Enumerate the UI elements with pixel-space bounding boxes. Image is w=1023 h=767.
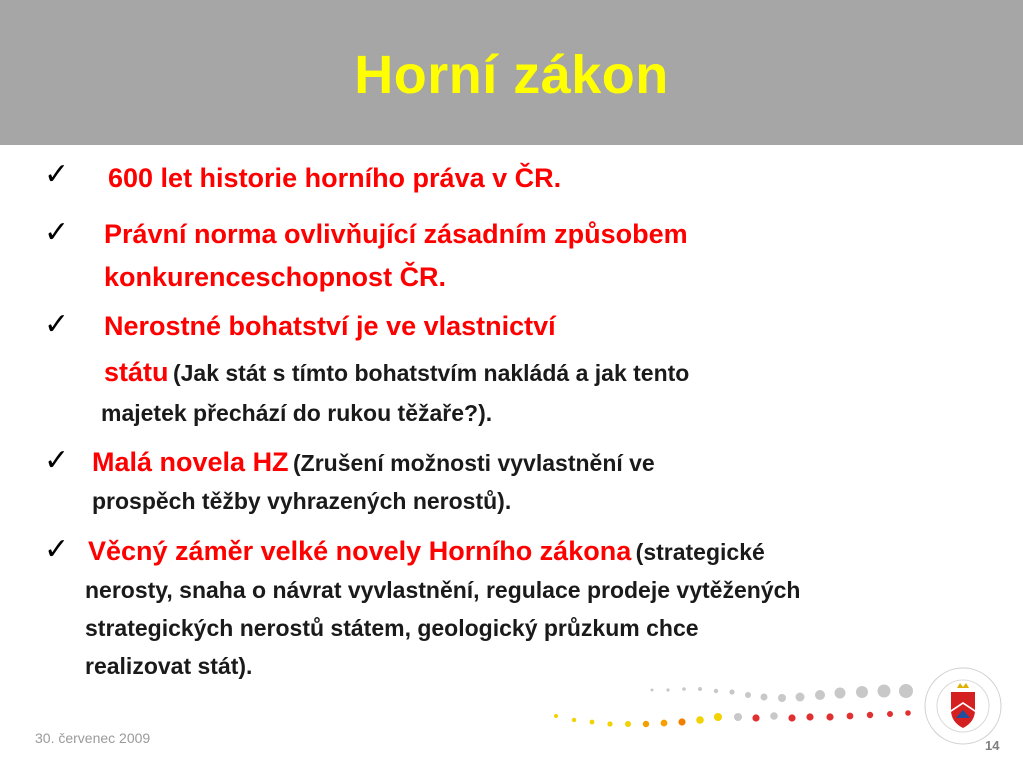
- dot: [714, 713, 722, 721]
- bullet-5-line-1: [88, 536, 765, 567]
- dot: [770, 712, 778, 720]
- dot: [666, 688, 669, 691]
- checkmark-icon: ✓: [44, 216, 70, 249]
- dot: [856, 686, 868, 698]
- checkmark-icon: ✓: [44, 158, 70, 191]
- checkmark-icon: ✓: [44, 533, 70, 566]
- dot: [643, 721, 649, 727]
- dot: [847, 713, 854, 720]
- dot: [729, 689, 734, 694]
- dot: [887, 711, 893, 717]
- bullet-4-line-1: [92, 447, 655, 478]
- dot: [788, 714, 795, 721]
- dot: [815, 690, 825, 700]
- dot: [714, 689, 718, 693]
- bullet-3-line-2: [104, 357, 689, 388]
- dot: [905, 710, 911, 716]
- bullet-4-line-1-red: Malá novela HZ: [92, 447, 289, 477]
- dot: [734, 713, 742, 721]
- bullet-4-line-1-black: (Zrušení možnosti vyvlastnění ve: [293, 450, 655, 476]
- bullet-5-line-2: nerosty, snaha o návrat vyvlastnění, regulace prodeje vytěžených: [85, 577, 801, 603]
- dot: [682, 687, 686, 691]
- slide-title: Horní zákon: [354, 45, 669, 105]
- hospodarska-komora-logo: [918, 666, 1008, 746]
- bullet-5-line-3: strategických nerostů státem, geologický průzkum chce: [85, 615, 699, 641]
- bullet-3-line-2-black: (Jak stát s tímto bohatstvím nakládá a jak tento: [172, 360, 690, 386]
- dot: [572, 718, 576, 722]
- dot: [625, 721, 631, 727]
- dot: [867, 712, 873, 718]
- dot: [778, 694, 786, 702]
- dot: [590, 720, 595, 725]
- dot: [651, 689, 654, 692]
- bullet-3-line-3: majetek přechází do rukou těžaře?).: [101, 400, 493, 426]
- dot: [554, 714, 558, 718]
- decorative-dots: [540, 680, 920, 740]
- dot: [607, 721, 612, 726]
- bullet-3-line-1: Nerostné bohatství je ve vlastnictví: [104, 311, 556, 341]
- checkmark-icon: ✓: [44, 444, 70, 477]
- dot: [696, 716, 704, 724]
- bullet-2-line-2: konkurenceschopnost ČR.: [104, 262, 447, 292]
- bullet-5-line-1-black: (strategické: [635, 539, 765, 565]
- dot: [745, 692, 751, 698]
- dot: [661, 720, 668, 727]
- bullet-5-line-1-red: Věcný záměr velké novely Horního zákona: [88, 536, 632, 566]
- dot: [678, 718, 685, 725]
- bullet-4-line-2: prospěch těžby vyhrazených nerostů).: [92, 488, 512, 514]
- bullet-1-line-1: 600 let historie horního práva v ČR.: [108, 163, 562, 193]
- dot: [899, 684, 913, 698]
- bullet-2-line-1: Právní norma ovlivňující zásadním způsobem: [104, 219, 688, 249]
- dot: [761, 694, 768, 701]
- checkmark-icon: ✓: [44, 308, 70, 341]
- dot: [806, 713, 813, 720]
- dot: [752, 714, 759, 721]
- bullet-3-line-2-red: státu: [104, 357, 169, 387]
- footer-date: 30. červenec 2009: [35, 730, 151, 746]
- bullet-5-line-4: realizovat stát).: [85, 653, 253, 679]
- dot: [826, 713, 833, 720]
- dot: [796, 693, 805, 702]
- dot: [835, 688, 846, 699]
- page-number: 14: [985, 738, 1000, 753]
- dot: [878, 685, 891, 698]
- dot: [698, 687, 702, 691]
